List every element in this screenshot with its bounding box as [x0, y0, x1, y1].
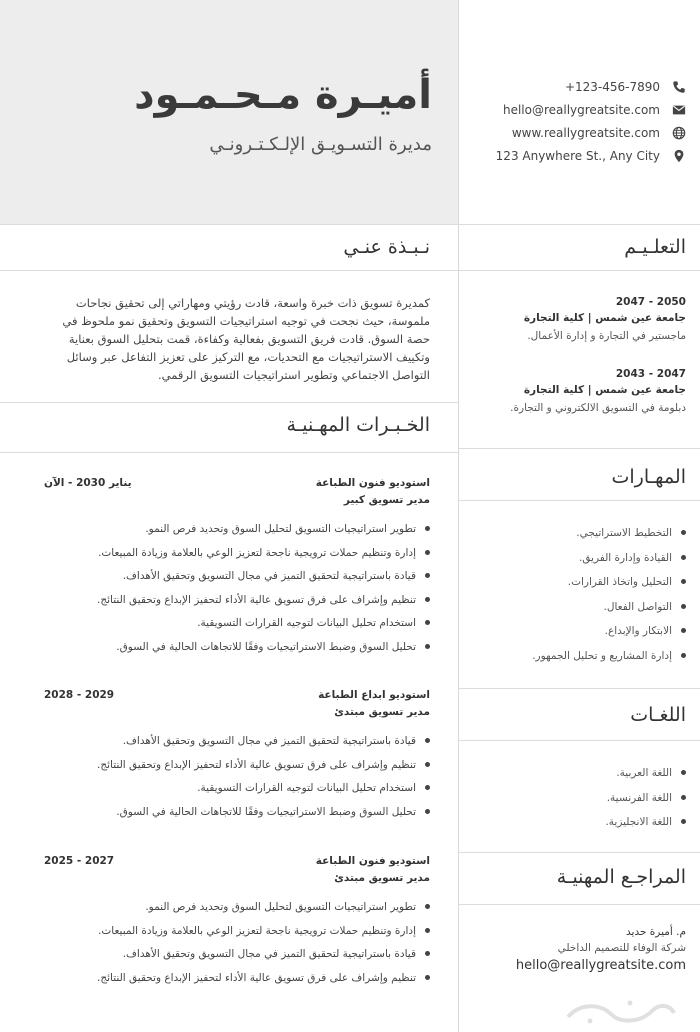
about-text: [44, 294, 430, 384]
education-school: جامعة عين شمس | كلية التجارة: [523, 384, 686, 396]
job-date: 2025 - 2027: [44, 855, 115, 867]
mail-icon: [672, 103, 686, 117]
job-bullet: استخدام تحليل البيانات لتوجيه القرارات التسويقية.: [44, 779, 430, 803]
experience-title: الخـبـرات المهـنيـة: [286, 414, 430, 436]
about-title-divider: [0, 270, 458, 271]
job-company: استوديو ابداع الطباعة: [318, 689, 430, 701]
job-role: مدير تسويق مبتدئ: [334, 872, 430, 884]
person-name: أميـرة مـحـمـود: [134, 72, 432, 118]
reference-name: م. أميرة حديد: [626, 926, 686, 938]
job-bullet: تطوير استراتيجيات التسويق لتحليل السوق وتحديد فرص النمو.: [44, 520, 430, 544]
education-entry: [486, 296, 686, 342]
education-title-divider: [459, 270, 700, 271]
reference-entry: [466, 926, 686, 973]
skill-item: الابتكار والإبداع.: [486, 622, 686, 647]
job-title: مديرة التسـويـق الإلـكـتـرونـي: [209, 134, 432, 155]
education-degree: دبلومة في التسويق الالكتروني و التجارة.: [510, 402, 686, 414]
about-line: التواصل الاجتماعي وتطوير استراتيجيات التسويق الرقمي.: [158, 368, 430, 382]
job-bullets: [44, 520, 430, 661]
watermark-logo: [560, 995, 680, 1027]
languages-section-divider: [459, 852, 700, 853]
about-line: ملموسة، حيث نجحت في توجيه استراتيجيات التسويق وتحقيق نمو ملحوظ في: [62, 314, 430, 328]
job-entry: [44, 686, 430, 826]
job-bullet: تحليل السوق وضبط الاستراتيجيات وفقًا للاتجاهات الحالية في السوق.: [44, 638, 430, 662]
skill-item: إدارة المشاريع و تحليل الجمهور.: [486, 647, 686, 672]
about-line: حصة السوق. قادت فريق التسويق بفعالية وكفاءة، قمت بتحليل السوق بعناية: [68, 332, 430, 346]
header-divider: [0, 224, 700, 225]
contact-phone-row: [565, 76, 686, 98]
job-bullet: إدارة وتنظيم حملات ترويجية ناجحة لتعزيز الوعي بالعلامة وزيادة المبيعات.: [44, 922, 430, 946]
contact-website[interactable]: www.reallygreatsite.com: [511, 126, 660, 140]
job-bullet: قيادة باستراتيجية لتحقيق التميز في مجال التسويق وتحقيق الأهداف.: [44, 732, 430, 756]
skill-item: التحليل واتخاذ القرارات.: [486, 573, 686, 598]
contact-address-row: [496, 145, 686, 167]
job-company: استوديو فنون الطباعة: [315, 855, 430, 867]
education-date: 2047 - 2050: [615, 296, 686, 308]
references-title: المراجـع المهنيـة: [556, 866, 686, 888]
job-company: استوديو فنون الطباعة: [315, 477, 430, 489]
language-item: اللغة الفرنسية.: [486, 789, 686, 814]
language-item: اللغة العربية.: [486, 764, 686, 789]
education-degree: ماجستير في التجارة و إدارة الأعمال.: [527, 330, 686, 342]
languages-title-divider: [459, 740, 700, 741]
job-date: 2028 - 2029: [44, 689, 115, 701]
job-bullet: قيادة باستراتيجية لتحقيق التميز في مجال التسويق وتحقيق الأهداف.: [44, 945, 430, 969]
location-pin-icon: [672, 149, 686, 163]
references-title-divider: [459, 904, 700, 905]
job-bullet: تحليل السوق وضبط الاستراتيجيات وفقًا للاتجاهات الحالية في السوق.: [44, 803, 430, 827]
skills-list: [486, 524, 686, 671]
column-divider: [458, 0, 459, 1032]
reference-company: شركة الوفاء للتصميم الداخلي: [557, 942, 686, 954]
skill-item: التواصل الفعال.: [486, 598, 686, 623]
job-bullets: [44, 898, 430, 992]
language-item: اللغة الانجليزية.: [486, 813, 686, 838]
job-role: مدير تسويق مبتدئ: [334, 706, 430, 718]
job-bullet: قيادة باستراتيجية لتحقيق التميز في مجال التسويق وتحقيق الأهداف.: [44, 567, 430, 591]
phone-icon: [672, 80, 686, 94]
skills-title: المهـارات: [611, 466, 686, 488]
job-bullet: تطوير استراتيجيات التسويق لتحليل السوق وتحديد فرص النمو.: [44, 898, 430, 922]
contact-email[interactable]: hello@reallygreatsite.com: [502, 103, 660, 117]
job-date: يناير 2030 - الآن: [44, 477, 132, 489]
job-bullet: تنظيم وإشراف على فرق تسويق عالية الأداء لتحفيز الإبداع وتحقيق النتائج.: [44, 969, 430, 993]
skills-section-divider: [459, 688, 700, 689]
job-bullets: [44, 732, 430, 826]
contact-email-row: [503, 99, 686, 121]
contact-address: 123 Anywhere St., Any City: [495, 149, 660, 163]
about-line: وتكييف الاستراتيجيات مع التحديات، مع التركيز على تعزيز التفاعل عبر وسائل: [66, 350, 430, 364]
skills-title-divider: [459, 500, 700, 501]
globe-icon: [672, 126, 686, 140]
education-title: التعلـيـم: [624, 236, 686, 258]
contact-phone[interactable]: +123-456-7890: [564, 80, 660, 94]
education-section-divider: [459, 448, 700, 449]
skill-item: القيادة وإدارة الفريق.: [486, 549, 686, 574]
job-entry: [44, 852, 430, 992]
job-bullet: تنظيم وإشراف على فرق تسويق عالية الأداء لتحفيز الإبداع وتحقيق النتائج.: [44, 591, 430, 615]
education-entry: [486, 368, 686, 414]
job-bullet: استخدام تحليل البيانات لتوجيه القرارات التسويقية.: [44, 614, 430, 638]
job-entry: [44, 474, 430, 661]
job-role: مدير تسويق كبير: [343, 494, 430, 506]
languages-list: [486, 764, 686, 838]
education-school: جامعة عين شمس | كلية التجارة: [523, 312, 686, 324]
contact-website-row: [512, 122, 686, 144]
education-date: 2043 - 2047: [615, 368, 686, 380]
skill-item: التخطيط الاستراتيجي.: [486, 524, 686, 549]
about-section-divider: [0, 402, 458, 403]
experience-title-divider: [0, 452, 458, 453]
job-bullet: إدارة وتنظيم حملات ترويجية ناجحة لتعزيز الوعي بالعلامة وزيادة المبيعات.: [44, 544, 430, 568]
languages-title: اللغـات: [630, 704, 686, 726]
about-title: نـبـذة عنـي: [343, 236, 430, 258]
about-line: كمديرة تسويق ذات خبرة واسعة، قادت رؤيتي ومهاراتي إلى تحقيق نجاحات: [75, 296, 430, 310]
reference-email[interactable]: hello@reallygreatsite.com: [515, 958, 686, 973]
job-bullet: تنظيم وإشراف على فرق تسويق عالية الأداء لتحفيز الإبداع وتحقيق النتائج.: [44, 756, 430, 780]
